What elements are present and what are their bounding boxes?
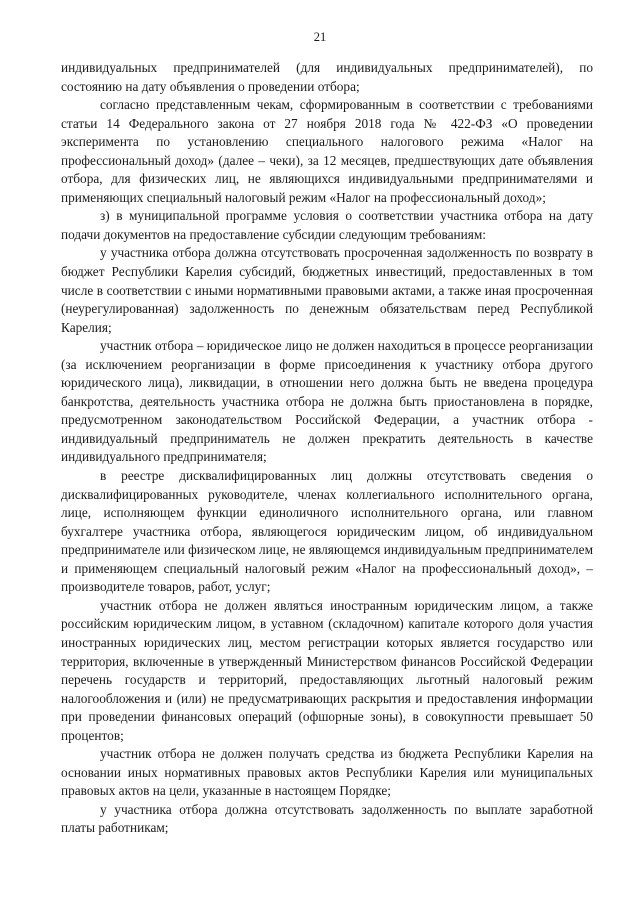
- paragraph-no-other-funding: участник отбора не должен получать средства из бюджета Республики Карелия на основании иных нормативных правовых актов Республики Карелия или муниципальных правовых актов на цели, указанные в настоящем Порядке;: [61, 746, 593, 799]
- paragraph-disqualified-registry: в реестре дисквалифицированных лиц должны отсутствовать сведения о дисквалифицированных руководителе, членах коллегиального исполнительного органа, лице, исполняющем функции единоличного исполнительного органа, или главном бухгалтере участника отбора, являющегося юридическим лицом, об индивидуальном предпринимателе или физическом лице, не являющемся индивидуальным предпринимателем и применяющем специальный налоговый режим «Налог на профессиональный доход», – производителе товаров, работ, услуг;: [61, 468, 593, 595]
- paragraph-no-foreign-entity: участник отбора не должен являться иностранным юридическим лицом, а также российским юридическим лицом, в уставном (складочном) капитале которого доля участия иностранных юридических лиц, местом регистрации которых является государство или территория, включенные в утвержденный Министерством финансов Российской Федерации перечень государств и территорий, предоставляющих льготный налоговый режим налогообложения и (или) не предусматривающих раскрытия и предоставления информации при проведении финансовых операций (офшорные зоны), в совокупности превышает 50 процентов;: [61, 597, 593, 743]
- paragraph-receipts-criteria: согласно представленным чекам, сформированным в соответствии с требованиями статьи 14 Федерального закона от 27 ноября 2018 года № 422-ФЗ «О проведении эксперимента по установлению специального налогового режима «Налог на профессиональный доход» (далее – чеки), за 12 месяцев, предшествующих дате объявления отбора, для физических лиц, не являющихся индивидуальными предпринимателями и применяющих специальный налоговый режим «Налог на профессиональный доход»;: [61, 97, 593, 205]
- paragraph-no-overdue-debt: у участника отбора должна отсутствовать просроченная задолженность по возврату в бюджет Республики Карелия субсидий, бюджетных инвестиций, предоставленных в том числе в соответствии с иными нормативными правовыми актами, а также иная просроченная (неурегулированная) задолженность по денежным обязательствам перед Республикой Карелия;: [61, 245, 593, 335]
- paragraph-continuation: индивидуальных предпринимателей (для индивидуальных предпринимателей), по состоянию на дату объявления о проведении отбора;: [61, 60, 593, 94]
- paragraph-no-wage-arrears: у участника отбора должна отсутствовать задолженность по выплате заработной платы работникам;: [61, 801, 593, 836]
- document-body: [61, 59, 593, 838]
- page-number: 21: [313, 30, 327, 44]
- paragraph-item-z-conditions: з) в муниципальной программе условия о соответствии участника отбора на дату подачи документов на предоставление субсидии следующим требованиям:: [61, 208, 593, 242]
- paragraph-no-reorganization: участник отбора – юридическое лицо не должен находиться в процессе реорганизации (за исключением реорганизации в форме присоединения к участнику отбора другого юридического лица), ликвидации, в отношении него должна быть не введена процедура банкротства, деятельность участника отбора не должна быть приостановлена в порядке, предусмотренном законодательством Российской Федерации, а участник отбора - индивидуальный предприниматель не должен прекратить деятельность в качестве индивидуального предпринимателя;: [61, 338, 593, 465]
